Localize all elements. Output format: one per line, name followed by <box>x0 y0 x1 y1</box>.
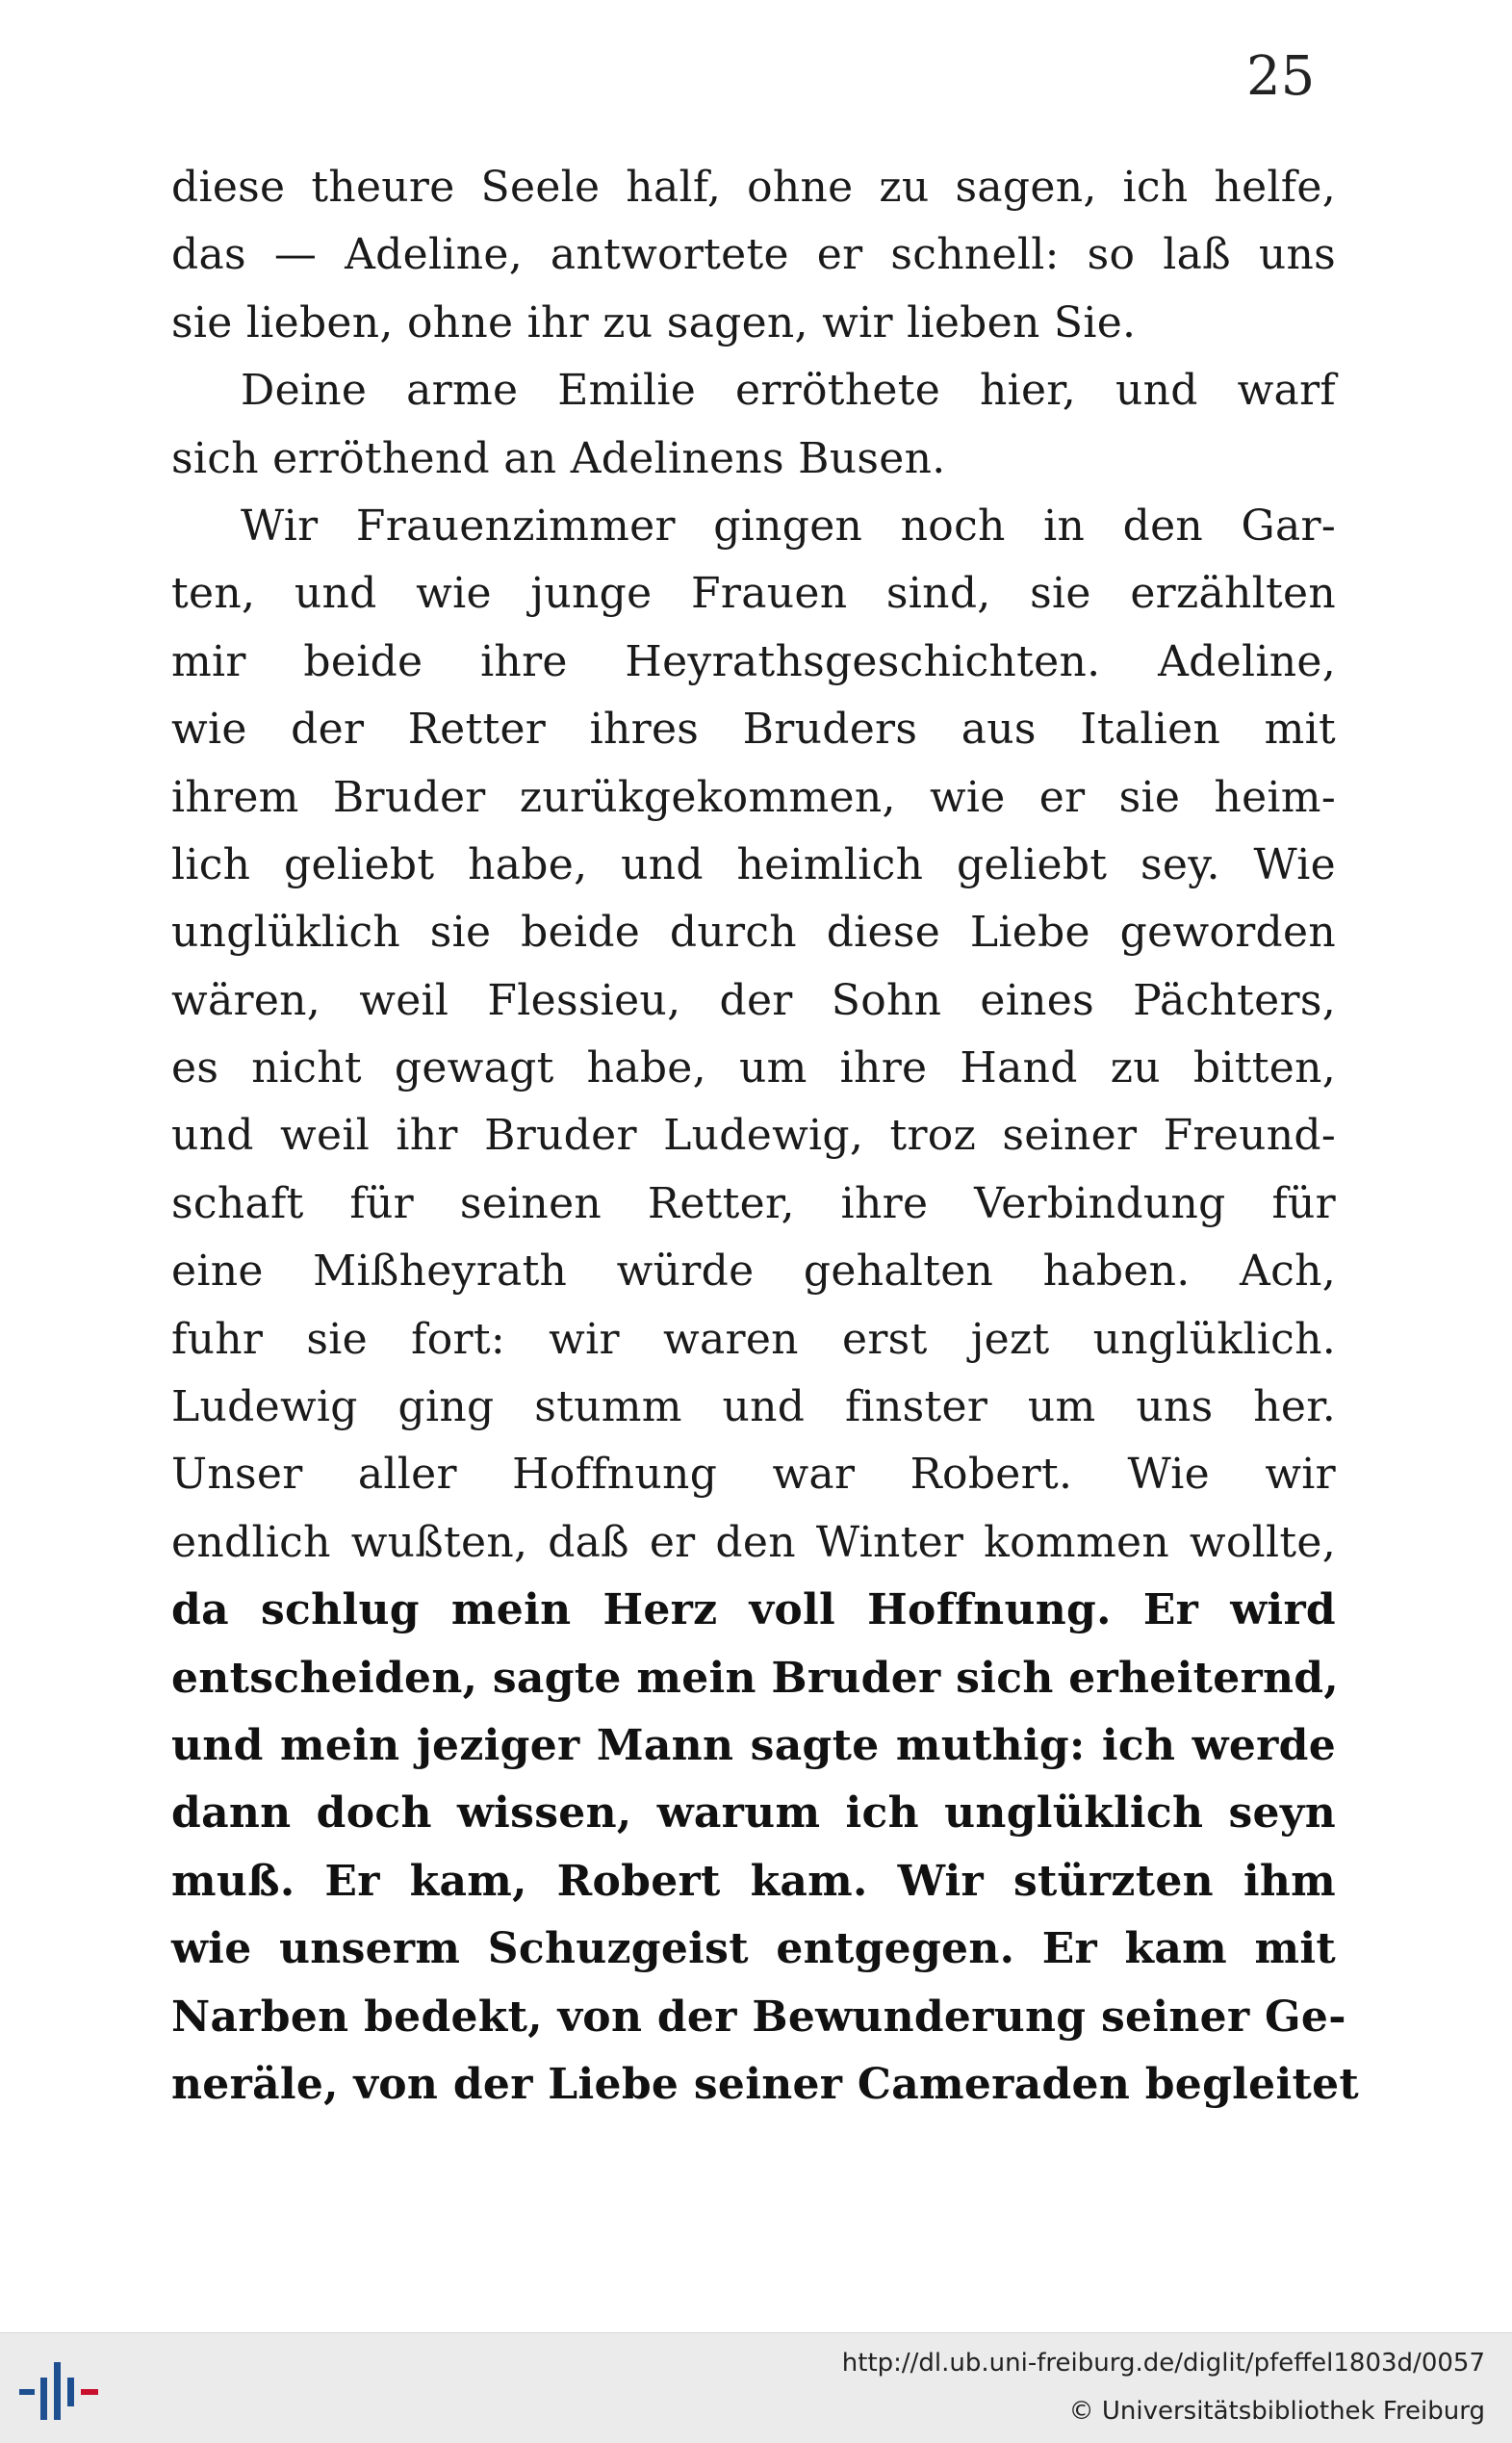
text-line: es nicht gewagt habe, um ihre Hand zu bitten, <box>171 1043 1336 1093</box>
viewer-footer <box>0 2332 1512 2443</box>
text-line: lich geliebt habe, und heimlich geliebt sey. Wie <box>171 839 1336 889</box>
text-line: muß. Er kam, Robert kam. Wir stürzten ihm <box>171 1856 1336 1906</box>
text-line: da schlug mein Herz voll Hoffnung. Er wird <box>171 1585 1336 1635</box>
text-line: mir beide ihre Heyrathsgeschichten. Adeline, <box>171 636 1336 686</box>
text-line: unglüklich sie beide durch diese Liebe geworden <box>171 908 1336 958</box>
text-line: entscheiden, sagte mein Bruder sich erheiternd, <box>171 1653 1339 1703</box>
text-line: und mein jeziger Mann sagte muthig: ich werde <box>171 1720 1336 1770</box>
text-line: Deine arme Emilie erröthete hier, und warf <box>241 366 1336 416</box>
ub-freiburg-logo-icon <box>17 2356 104 2426</box>
text-line: Narben bedekt, von der Bewunderung seiner Ge- <box>171 1992 1346 2042</box>
text-line: das — Adeline, antwortete er schnell: so laß uns <box>171 230 1336 280</box>
text-line: dann doch wissen, warum ich unglüklich seyn <box>171 1788 1336 1839</box>
text-line: Wir Frauenzimmer gingen noch in den Gar- <box>241 501 1336 551</box>
text-line: ten, und wie junge Frauen sind, sie erzählten <box>171 569 1336 619</box>
text-line: wären, weil Flessieu, der Sohn eines Pächters, <box>171 975 1336 1025</box>
text-line: ihrem Bruder zurükgekommen, wie er sie heim- <box>171 772 1336 822</box>
text-line: fuhr sie fort: wir waren erst jezt unglüklich. <box>171 1314 1336 1364</box>
text-line: wie der Retter ihres Bruders aus Italien mit <box>171 705 1336 755</box>
text-line: und weil ihr Bruder Ludewig, troz seiner Freund- <box>171 1111 1336 1161</box>
text-line: Ludewig ging stumm und finster um uns her. <box>171 1382 1336 1432</box>
text-line: diese theure Seele half, ohne zu sagen, ich helfe, <box>171 163 1336 212</box>
text-line: sich erröthend an Adelinens Busen. <box>171 433 946 483</box>
permalink-url[interactable]: http://dl.ub.uni-freiburg.de/diglit/pfeffel1803d/0057 <box>841 2349 1485 2378</box>
page-number: 25 <box>1246 45 1316 108</box>
text-line: wie unserm Schuzgeist entgegen. Er kam mit <box>171 1924 1336 1974</box>
text-line: schaft für seinen Retter, ihre Verbindung für <box>171 1178 1336 1228</box>
text-line: Unser aller Hoffnung war Robert. Wie wir <box>171 1450 1336 1500</box>
copyright-notice: © Universitätsbibliothek Freiburg <box>1068 2397 1485 2426</box>
body-text <box>171 154 1360 2119</box>
text-line: endlich wußten, daß er den Winter kommen wollte, <box>171 1517 1336 1567</box>
text-line: neräle, von der Liebe seiner Cameraden begleitet <box>171 2059 1360 2109</box>
text-line: eine Mißheyrath würde gehalten haben. Ach, <box>171 1247 1336 1297</box>
text-line: sie lieben, ohne ihr zu sagen, wir lieben Sie. <box>171 297 1137 347</box>
